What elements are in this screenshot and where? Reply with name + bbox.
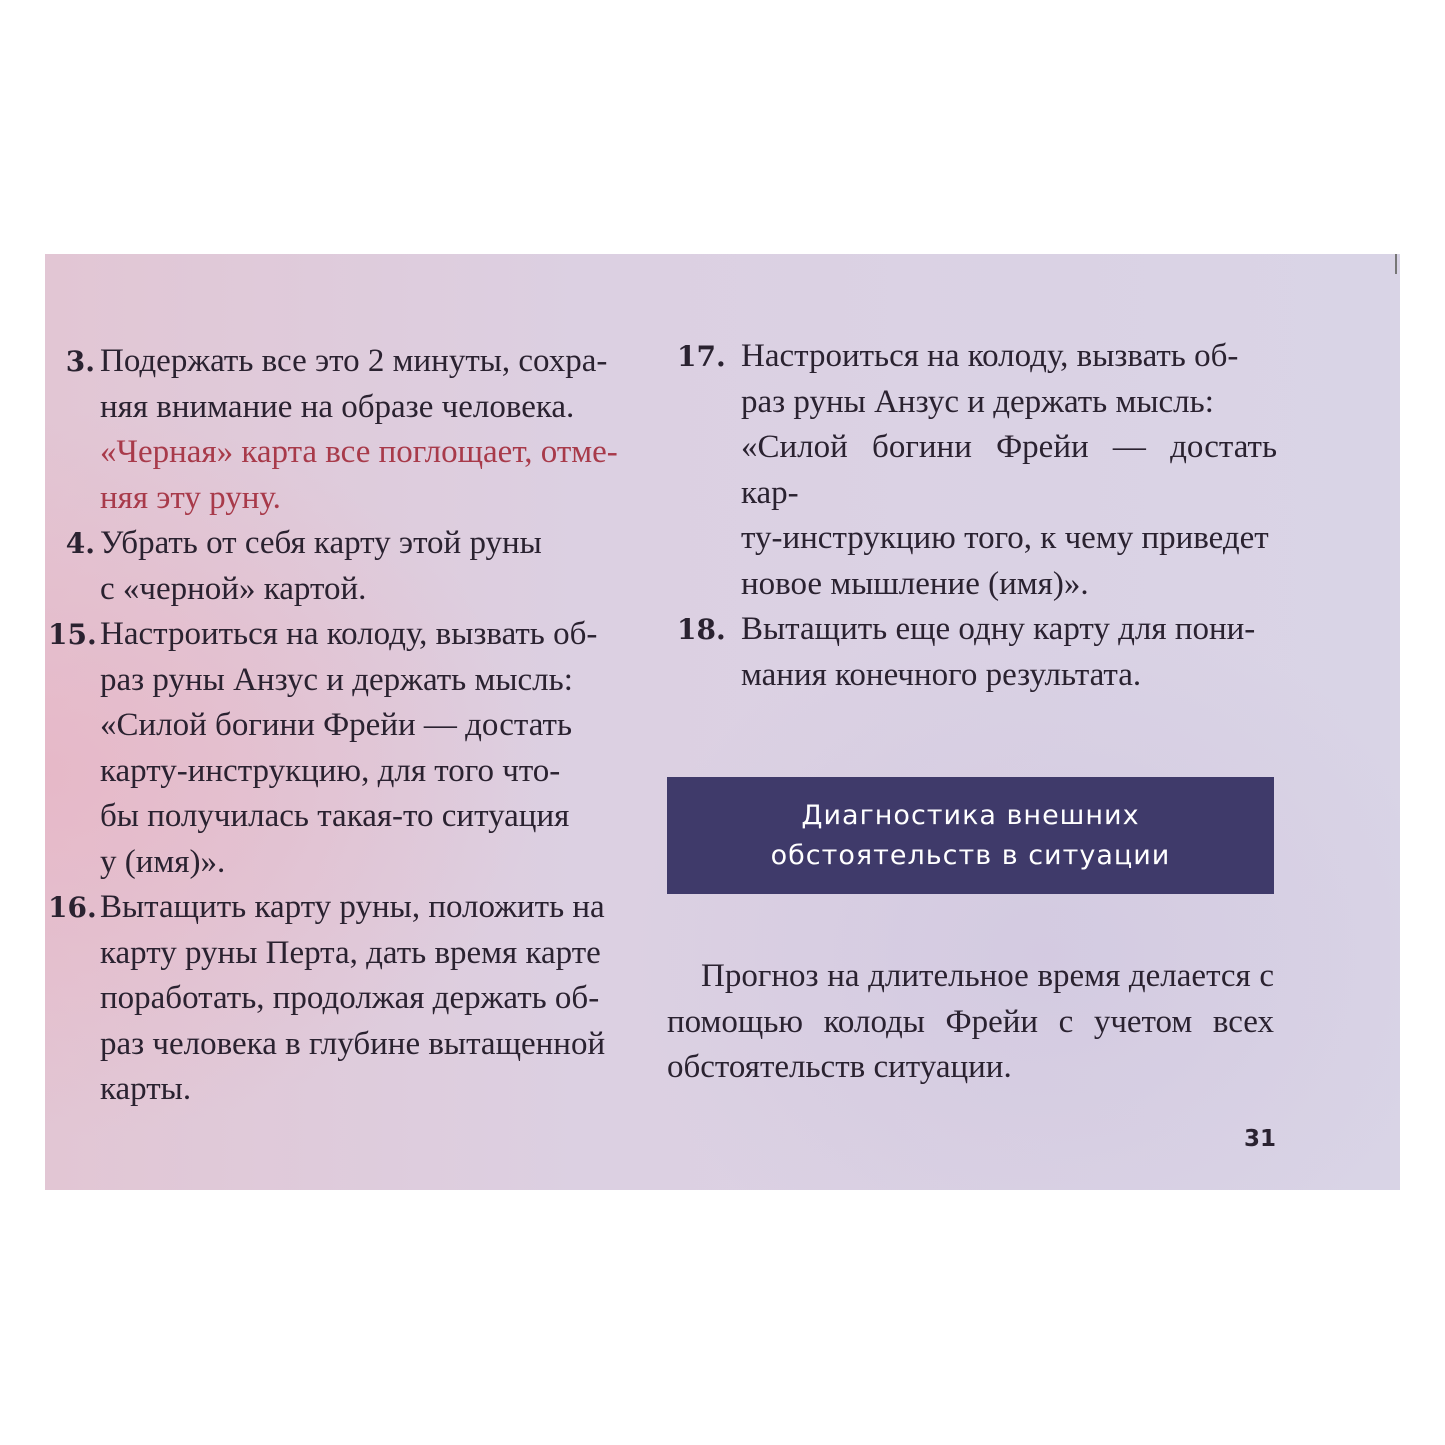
item-text: Настроиться на колоду, вызвать об- раз руны Анзус и держать мысль: «Силой богини Фрейи — достать кар- ту-инструкцию того, к чему приведет новое мышление (имя)».	[741, 338, 1277, 602]
item-number: 3.	[65, 345, 95, 378]
left-column	[48, 339, 681, 1113]
list-item-16	[48, 885, 681, 1113]
list-item-15	[48, 612, 681, 885]
item-number: 17.	[677, 340, 726, 373]
item-text-accent: «Черная» карта все поглощает, отме- няя эту руну.	[100, 434, 618, 516]
item-text-main: Подержать все это 2 минуты, сохра- няя внимание на образе человека.	[100, 343, 608, 425]
item-text: Настроиться на колоду, вызвать об- раз руны Анзус и держать мысль: «Силой богини Фрейи — достать карту-инструкцию, для того что- бы получилась такая-то ситуация у (имя)».	[100, 616, 598, 880]
item-text: Убрать от себя карту этой руны с «черной» картой.	[100, 525, 542, 607]
list-item-17	[677, 334, 1277, 607]
item-number: 15.	[48, 618, 97, 651]
item-text	[100, 339, 681, 521]
item-number: 16.	[48, 891, 97, 924]
book-page	[45, 254, 1400, 1190]
binding-edge	[1395, 254, 1397, 274]
right-column	[677, 334, 1277, 698]
list-item-4	[65, 521, 681, 612]
section-heading	[667, 777, 1274, 894]
item-text: Вытащить еще одну карту для пони- мания конечного результата.	[741, 611, 1256, 693]
item-text: Вытащить карту руны, положить на карту руны Перта, дать время карте поработать, продолжая держать об- раз человека в глубине вытащенной карты.	[100, 889, 606, 1107]
section-heading-line1: Диагностика внешних	[801, 799, 1140, 831]
page-number: 31	[1243, 1126, 1276, 1152]
list-item-3	[65, 339, 681, 521]
section-heading-line2: обстоятельств в ситуации	[770, 839, 1171, 871]
item-number: 18.	[677, 613, 726, 646]
list-item-18	[677, 607, 1277, 698]
item-number: 4.	[65, 527, 95, 560]
section-paragraph: Прогноз на длительное время делается с помощью колоды Фрейи с учетом всех обстоятельств ситуации.	[667, 958, 1274, 1085]
